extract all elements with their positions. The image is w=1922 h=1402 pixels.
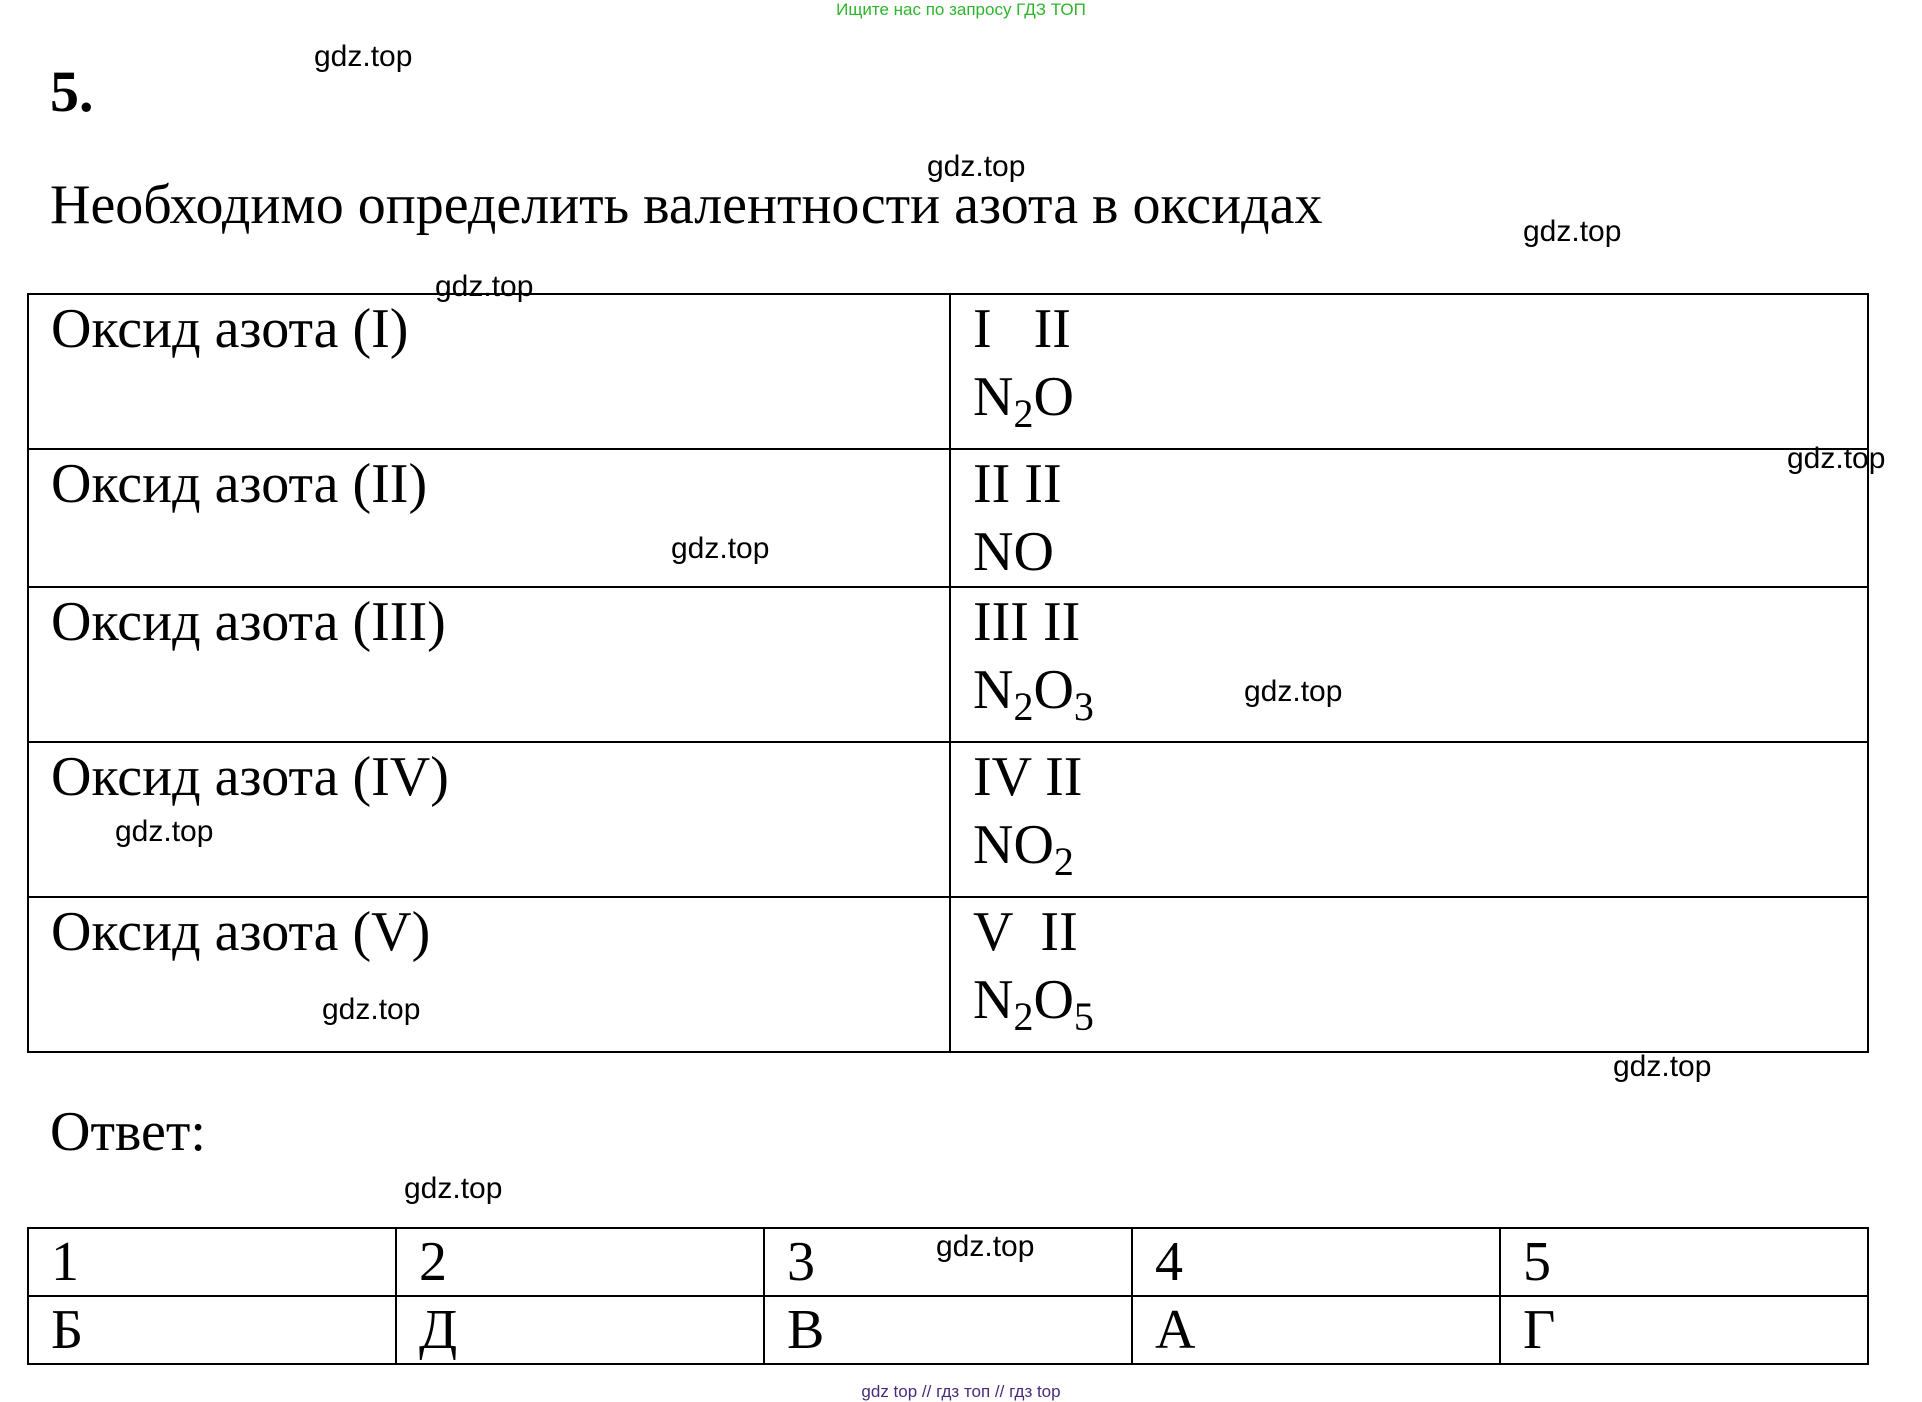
oxide-row — [28, 897, 1868, 1052]
watermark: gdz.top — [314, 40, 413, 73]
footer: gdz top // гдз топ // гдз top — [861, 1382, 1061, 1401]
oxide-row — [28, 449, 1868, 587]
watermark: gdz.top — [927, 150, 1026, 183]
answer-header-cell: 3 — [764, 1228, 1132, 1296]
answer-value-cell: Б — [28, 1296, 396, 1364]
watermark: gdz.top — [435, 270, 534, 303]
formula-text: O — [1033, 366, 1074, 428]
formula-text: N — [973, 659, 1014, 721]
formula-subscript: 5 — [1073, 994, 1094, 1039]
watermark: gdz.top — [404, 1172, 503, 1205]
answer-header-cell: 4 — [1132, 1228, 1500, 1296]
oxide-name: Оксид азота (IV) — [28, 742, 950, 897]
formula-subscript: 2 — [1053, 839, 1074, 884]
chemical-formula — [973, 363, 1867, 448]
formula-text: O — [1033, 969, 1074, 1031]
watermark: gdz.top — [1613, 1050, 1712, 1083]
answer-value-cell: Д — [396, 1296, 764, 1364]
top-banner: Ищите нас по запросу ГДЗ ТОП — [836, 0, 1086, 19]
answer-value-cell: А — [1132, 1296, 1500, 1364]
formula-subscript: 2 — [1013, 994, 1034, 1039]
chemical-formula — [973, 518, 1867, 586]
formula-text: NO — [973, 814, 1054, 876]
task-heading: Необходимо определить валентности азота в оксидах — [50, 174, 1323, 236]
oxide-formula-cell — [950, 449, 1868, 587]
watermark: gdz.top — [115, 815, 214, 848]
watermark: gdz.top — [936, 1230, 1035, 1263]
oxide-name: Оксид азота (III) — [28, 587, 950, 742]
watermark: gdz.top — [671, 532, 770, 565]
oxide-row — [28, 294, 1868, 449]
answer-value-cell: Г — [1500, 1296, 1868, 1364]
chemical-formula — [973, 811, 1867, 896]
oxide-name: Оксид азота (V) — [28, 897, 950, 1052]
watermark: gdz.top — [322, 993, 421, 1026]
answer-header-cell: 5 — [1500, 1228, 1868, 1296]
oxide-formula-cell — [950, 897, 1868, 1052]
watermark: gdz.top — [1523, 215, 1622, 248]
answer-value-row — [28, 1296, 1868, 1364]
oxide-row — [28, 587, 1868, 742]
formula-subscript: 2 — [1013, 684, 1034, 729]
watermark: gdz.top — [1244, 675, 1343, 708]
valence-label: II II — [973, 453, 1062, 515]
oxide-name: Оксид азота (I) — [28, 294, 950, 449]
oxide-formula-cell — [950, 294, 1868, 449]
chemical-formula — [973, 966, 1867, 1051]
valence-label: V II — [973, 901, 1078, 963]
formula-text: NO — [973, 521, 1054, 583]
formula-text: O — [1033, 659, 1074, 721]
watermark: gdz.top — [1787, 442, 1886, 475]
formula-subscript: 2 — [1013, 391, 1034, 436]
formula-text: N — [973, 366, 1014, 428]
answer-value-cell: В — [764, 1296, 1132, 1364]
valence-label: I II — [973, 298, 1071, 360]
oxide-row — [28, 742, 1868, 897]
answer-label: Ответ: — [50, 1101, 206, 1163]
oxides-table — [27, 293, 1869, 1053]
formula-subscript: 3 — [1073, 684, 1094, 729]
oxide-formula-cell — [950, 587, 1868, 742]
answer-header-cell: 2 — [396, 1228, 764, 1296]
oxide-formula-cell — [950, 742, 1868, 897]
valence-label: III II — [973, 591, 1081, 653]
oxide-name: Оксид азота (II) — [28, 449, 950, 587]
chemical-formula — [973, 656, 1867, 741]
answer-header-cell: 1 — [28, 1228, 396, 1296]
valence-label: IV II — [973, 746, 1083, 808]
task-number: 5. — [50, 59, 94, 124]
formula-text: N — [973, 969, 1014, 1031]
